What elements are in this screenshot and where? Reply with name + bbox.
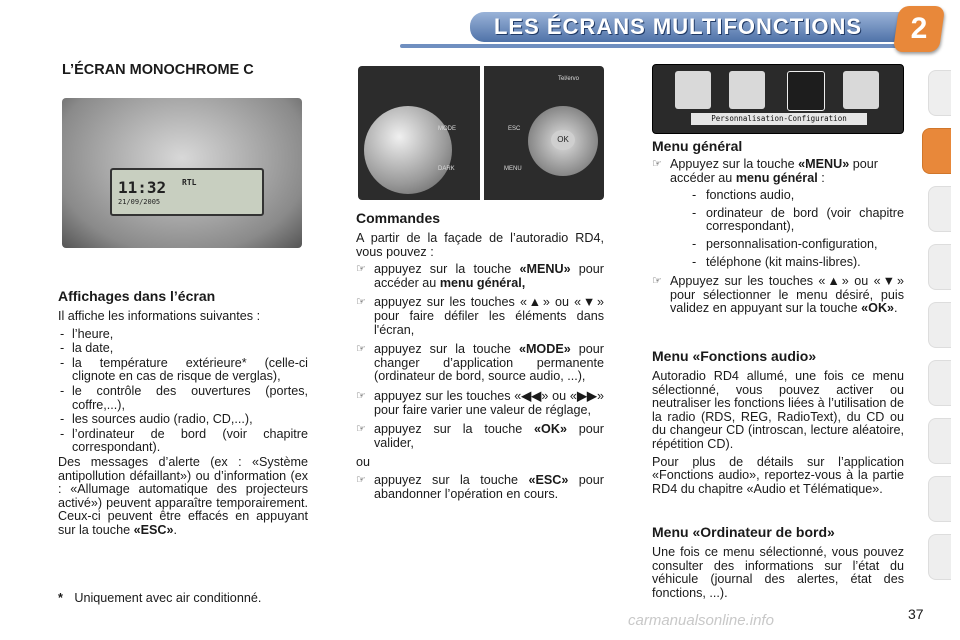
item-text: pour accéder au — [374, 262, 605, 290]
list-item — [356, 474, 604, 501]
general-menu-key: menu général — [735, 170, 818, 185]
chapter-tabs — [928, 70, 950, 590]
header-underline — [400, 44, 900, 48]
item-text: appuyez sur la touche — [374, 342, 511, 357]
list-item: - le contrôle des ouvertures (portes, coffre,...), — [58, 385, 308, 412]
display-intro: Il affiche les informations suivantes : — [58, 309, 261, 323]
list-item — [652, 158, 904, 269]
item-text: » pour faire défiler les éléments dans l'écran, — [374, 295, 604, 337]
pointing-hand-icon: ☞ — [652, 275, 662, 288]
item-text: appuyez sur la touche — [374, 472, 519, 487]
pointing-hand-icon: ☞ — [356, 473, 366, 486]
page-header — [0, 0, 960, 58]
display-list — [58, 328, 308, 455]
item-text: pour abandonner l’opération en cours. — [374, 472, 605, 501]
list-item: - l’ordinateur de bord (voir chapitre correspondant). — [58, 428, 308, 455]
trip-computer-column — [652, 546, 904, 604]
audio-menu-title: Menu «Fonctions audio» — [652, 348, 817, 364]
chapter-tab — [928, 360, 951, 406]
chapter-tab — [928, 244, 951, 290]
controls-section-title: Commandes — [356, 210, 441, 226]
list-item: - l’heure, — [58, 328, 308, 342]
general-list — [652, 158, 904, 316]
list-item — [356, 343, 604, 384]
item-text: appuyez sur la touche — [374, 262, 512, 277]
list-item: - la date, — [58, 342, 308, 356]
lcd-time: 11:32 — [118, 178, 167, 197]
down-arrow-icon: ▼ — [581, 295, 597, 310]
pointing-hand-icon: ☞ — [356, 296, 366, 309]
up-arrow-icon: ▲ — [527, 295, 543, 310]
item-text: » ou « — [542, 295, 582, 310]
general-menu-column — [652, 158, 904, 322]
general-submenu — [670, 189, 904, 269]
audio-menu-icon — [675, 71, 711, 109]
list-item — [652, 275, 904, 316]
trip-computer-menu-icon — [729, 71, 765, 109]
volume-knob — [364, 106, 452, 194]
pointing-hand-icon: ☞ — [356, 263, 366, 276]
controls-list — [356, 263, 604, 450]
item-text: » pour sélectionner le menu désiré, puis validez en appuyant sur la touche — [670, 274, 904, 316]
item-text: appuyez sur la touche — [374, 422, 523, 437]
footnote-text: Uniquement avec air conditionné. — [74, 591, 262, 605]
chapter-tab — [928, 70, 951, 116]
item-text: pour changer d’application permanente (ordinateur de bord, source audio, ...), — [374, 342, 605, 384]
ok-button-label: OK — [551, 130, 575, 150]
phone-menu-icon — [843, 71, 879, 109]
alerts-end: . — [173, 522, 178, 537]
list-item: - la température extérieure* (celle-ci clignote en cas de risque de verglas), — [58, 357, 308, 384]
page-title: LES ÉCRANS MULTIFONCTIONS — [493, 14, 862, 39]
ok-key: «OK» — [861, 301, 895, 316]
menu-key: «MENU» — [798, 157, 850, 171]
lcd-station: RTL — [182, 178, 197, 187]
alerts-text: Des messages d’alerte (ex : «Système antipollution défaillant») ou d’information (ex : «Allumage automatique des projecteurs activé») peuvent apparaître temporairement. Ceux-ci peuvent être effacés en appuyant sur la touche — [58, 454, 308, 537]
trip-computer-paragraph: Une fois ce menu sélectionné, vous pouvez consulter des informations sur l’état du véhicule (journal des alertes, état des fonctions, ...). — [652, 545, 904, 600]
controls-column — [356, 232, 604, 507]
item-text: Appuyez sur les touches « — [670, 274, 826, 289]
list-item: - personnalisation-configuration, — [692, 238, 904, 252]
chapter-tab — [928, 476, 951, 522]
pointing-hand-icon: ☞ — [356, 423, 366, 436]
item-text: pour valider, — [374, 422, 604, 450]
list-item: - les sources audio (radio, CD,...), — [58, 413, 308, 427]
item-text: » ou « — [541, 388, 577, 403]
menu-button-label: MENU — [504, 166, 522, 172]
audio-menu-column — [652, 370, 904, 500]
down-arrow-icon: ▼ — [880, 274, 897, 289]
chapter-tab — [928, 418, 951, 464]
trip-computer-menu-title: Menu «Ordinateur de bord» — [652, 524, 835, 540]
menu-selection-bar: Personnalisation-Configuration — [691, 113, 867, 125]
item-text: » pour faire varier une valeur de réglage, — [374, 388, 604, 417]
ok-key: «OK» — [534, 422, 567, 437]
general-menu-title: Menu général — [652, 138, 743, 154]
mode-button-label: MODE — [438, 126, 456, 132]
esc-button-label: ESC — [508, 126, 521, 132]
or-separator: ou — [356, 455, 371, 470]
esc-key: «ESC» — [528, 472, 569, 487]
chapter-tab — [928, 186, 951, 232]
footnote-star: * — [58, 591, 63, 605]
lcd-display — [110, 168, 264, 216]
list-item: - ordinateur de bord (voir chapitre correspondant), — [692, 207, 904, 234]
item-text: appuyez sur les touches « — [374, 295, 527, 310]
rewind-icon: ◀◀ — [521, 388, 542, 403]
lcd-date: 21/09/2005 — [118, 198, 161, 206]
item-text: Appuyez sur la touche — [670, 157, 795, 171]
controls-intro: A partir de la façade de l’autoradio RD4, vous pouvez : — [356, 231, 604, 259]
general-menu-key: menu général, — [439, 275, 526, 290]
up-arrow-icon: ▲ — [825, 274, 842, 289]
chapter-tab-active — [922, 128, 951, 174]
watermark: carmanualsonline.info — [628, 612, 774, 629]
display-section-title: Affichages dans l’écran — [58, 288, 216, 304]
alerts-paragraph — [58, 456, 308, 538]
menu-screen-photo — [652, 64, 904, 134]
chapter-badge — [893, 6, 945, 52]
chapter-tab — [928, 302, 951, 348]
item-text: pour accéder au — [670, 157, 878, 185]
screen-title: L’ÉCRAN MONOCHROME C — [62, 62, 254, 78]
dark-button-label: DARK — [438, 166, 455, 172]
fast-forward-icon: ▶▶ — [576, 388, 597, 403]
footnote — [58, 592, 318, 606]
esc-key: «ESC» — [133, 522, 174, 537]
item-text: appuyez sur les touches « — [374, 388, 522, 403]
photo-divider — [480, 66, 484, 200]
radio-controls-photo — [358, 66, 604, 200]
list-item — [356, 296, 604, 337]
audio-paragraph-1: Autoradio RD4 allumé, une fois ce menu sélectionné, vous pouvez activer ou neutraliser les fonctions liées à l’utilisation de la radio (RDS, REG, RadioText), du CD ou du changeur CD (introscan, lecture aléatoire, répétition CD). — [652, 369, 904, 451]
list-item: - téléphone (kit mains-libres). — [692, 256, 904, 270]
chapter-tab — [928, 534, 951, 580]
item-text: : — [817, 170, 825, 185]
pointing-hand-icon: ☞ — [652, 158, 662, 170]
item-text: . — [894, 301, 898, 316]
item-text: » ou « — [841, 274, 881, 289]
pointing-hand-icon: ☞ — [356, 389, 366, 402]
mode-key: «MODE» — [518, 342, 571, 357]
settings-menu-icon — [787, 71, 825, 111]
chapter-number: 2 — [910, 12, 928, 45]
page-number: 37 — [908, 606, 924, 622]
list-item — [356, 390, 604, 417]
menu-key: «MENU» — [519, 262, 571, 277]
dashboard-photo — [62, 98, 302, 248]
pointing-hand-icon: ☞ — [356, 343, 366, 356]
list-item — [356, 423, 604, 450]
controls-list-last — [356, 474, 604, 501]
tel-button-label: Tel/ervo — [558, 76, 580, 82]
list-item — [356, 263, 604, 290]
list-item: - fonctions audio, — [692, 189, 904, 203]
audio-paragraph-2: Pour plus de détails sur l’application «Fonctions audio», reportez-vous à la partie RD4 du chapitre «Audio et Télématique». — [652, 454, 904, 496]
display-info-column — [58, 310, 308, 542]
